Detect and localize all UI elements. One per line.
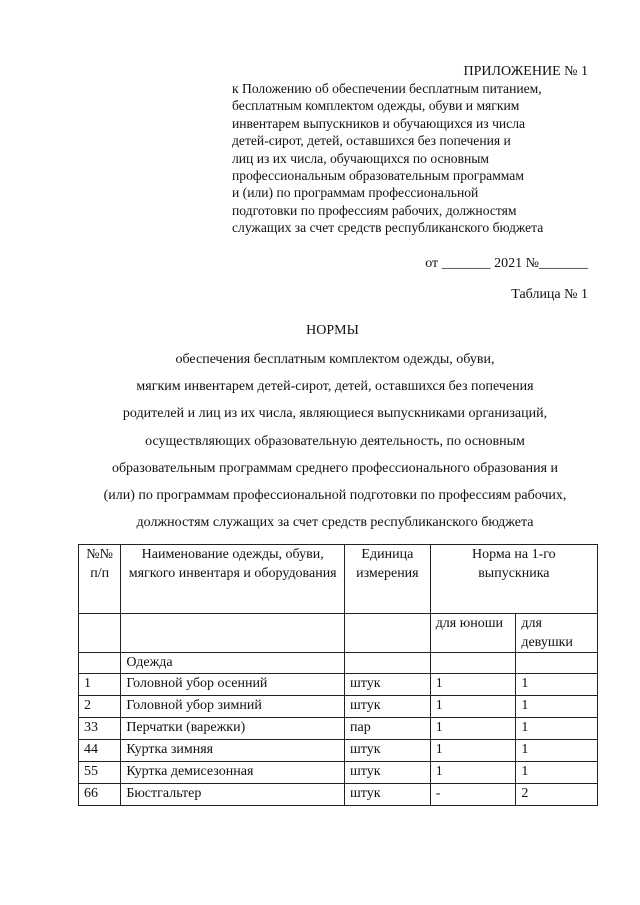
table-row bbox=[79, 762, 598, 784]
row-name: Бюстгальтер bbox=[121, 784, 345, 806]
table-row bbox=[79, 740, 598, 762]
subtitle-line: осуществляющих образовательную деятельность, по основным bbox=[145, 433, 525, 449]
annex-line: профессиональным образовательным программам bbox=[232, 168, 524, 184]
subtitle-line: обеспечения бесплатным комплектом одежды, обуви, bbox=[175, 352, 495, 367]
row-num: 66 bbox=[79, 784, 121, 806]
header-girls: для девушки bbox=[516, 614, 598, 653]
row-name: Куртка зимняя bbox=[121, 740, 345, 762]
empty-cell bbox=[79, 614, 121, 653]
table-header-row bbox=[79, 545, 598, 614]
annex-line: инвентарем выпускников и обучающихся из числа bbox=[232, 115, 526, 131]
document-title: НОРМЫ bbox=[306, 323, 359, 338]
row-girls: 1 bbox=[516, 696, 598, 718]
row-name: Головной убор зимний bbox=[121, 696, 345, 718]
row-unit: штук bbox=[345, 762, 431, 784]
empty-cell bbox=[345, 653, 431, 674]
annex-line: подготовки по профессиям рабочих, должностям bbox=[232, 202, 517, 218]
row-unit: штук bbox=[345, 674, 431, 696]
empty-cell bbox=[516, 653, 598, 674]
row-girls: 1 bbox=[516, 740, 598, 762]
row-unit: штук bbox=[345, 784, 431, 806]
row-unit: пар bbox=[345, 718, 431, 740]
subtitle-line: мягким инвентарем детей-сирот, детей, оставшихся без попечения bbox=[136, 379, 534, 395]
row-boys: - bbox=[430, 784, 516, 806]
header-unit: Единица измерения bbox=[345, 545, 431, 614]
row-name: Перчатки (варежки) bbox=[121, 718, 345, 740]
annex-date-line: от _______ 2021 №_______ bbox=[425, 256, 588, 271]
header-num: №№ п/п bbox=[79, 545, 121, 614]
section-label: Одежда bbox=[121, 653, 345, 674]
table-row bbox=[79, 784, 598, 806]
row-name: Куртка демисезонная bbox=[121, 762, 345, 784]
table-subheader-row bbox=[79, 614, 598, 653]
subtitle-line: родителей и лиц из их числа, являющиеся выпускниками организаций, bbox=[122, 406, 548, 422]
row-num: 33 bbox=[79, 718, 121, 740]
row-girls: 1 bbox=[516, 718, 598, 740]
annex-text bbox=[232, 80, 588, 237]
annex-line: и (или) по программам профессиональной bbox=[232, 185, 479, 201]
table-row bbox=[79, 718, 598, 740]
empty-cell bbox=[79, 653, 121, 674]
table-caption: Таблица № 1 bbox=[511, 287, 588, 302]
annex-line: служащих за счет средств республиканского бюджета bbox=[232, 220, 544, 236]
row-girls: 2 bbox=[516, 784, 598, 806]
row-unit: штук bbox=[345, 740, 431, 762]
subtitle-line: (или) по программам профессиональной подготовки по профессиям рабочих, bbox=[103, 488, 567, 504]
row-boys: 1 bbox=[430, 696, 516, 718]
header-boys: для юноши bbox=[430, 614, 516, 653]
header-name: Наименование одежды, обуви, мягкого инвентаря и оборудования bbox=[121, 545, 345, 614]
empty-cell bbox=[345, 614, 431, 653]
annex-line: детей-сирот, детей, оставшихся без попечения и bbox=[232, 133, 511, 149]
subtitle-line: должностям служащих за счет средств республиканского бюджета bbox=[136, 515, 534, 531]
subtitle-line: образовательным программам среднего профессионального образования и bbox=[111, 460, 559, 476]
row-num: 2 bbox=[79, 696, 121, 718]
row-unit: штук bbox=[345, 696, 431, 718]
document-subtitle bbox=[40, 346, 630, 536]
row-num: 55 bbox=[79, 762, 121, 784]
annex-line: лиц из их числа, обучающихся по основным bbox=[232, 150, 489, 166]
row-num: 44 bbox=[79, 740, 121, 762]
row-boys: 1 bbox=[430, 674, 516, 696]
row-name: Головной убор осенний bbox=[121, 674, 345, 696]
row-girls: 1 bbox=[516, 674, 598, 696]
row-boys: 1 bbox=[430, 718, 516, 740]
empty-cell bbox=[121, 614, 345, 653]
row-boys: 1 bbox=[430, 762, 516, 784]
empty-cell bbox=[430, 653, 516, 674]
section-row bbox=[79, 653, 598, 674]
header-norm: Норма на 1-го выпускника bbox=[430, 545, 597, 614]
annex-line: к Положению об обеспечении бесплатным питанием, bbox=[232, 81, 542, 96]
row-boys: 1 bbox=[430, 740, 516, 762]
table-row bbox=[79, 696, 598, 718]
annex-line: бесплатным комплектом одежды, обуви и мягким bbox=[232, 98, 520, 114]
annex-title: ПРИЛОЖЕНИЕ № 1 bbox=[463, 64, 588, 79]
row-num: 1 bbox=[79, 674, 121, 696]
row-girls: 1 bbox=[516, 762, 598, 784]
table-row bbox=[79, 674, 598, 696]
norms-table bbox=[78, 544, 598, 806]
annex-block bbox=[232, 63, 588, 237]
